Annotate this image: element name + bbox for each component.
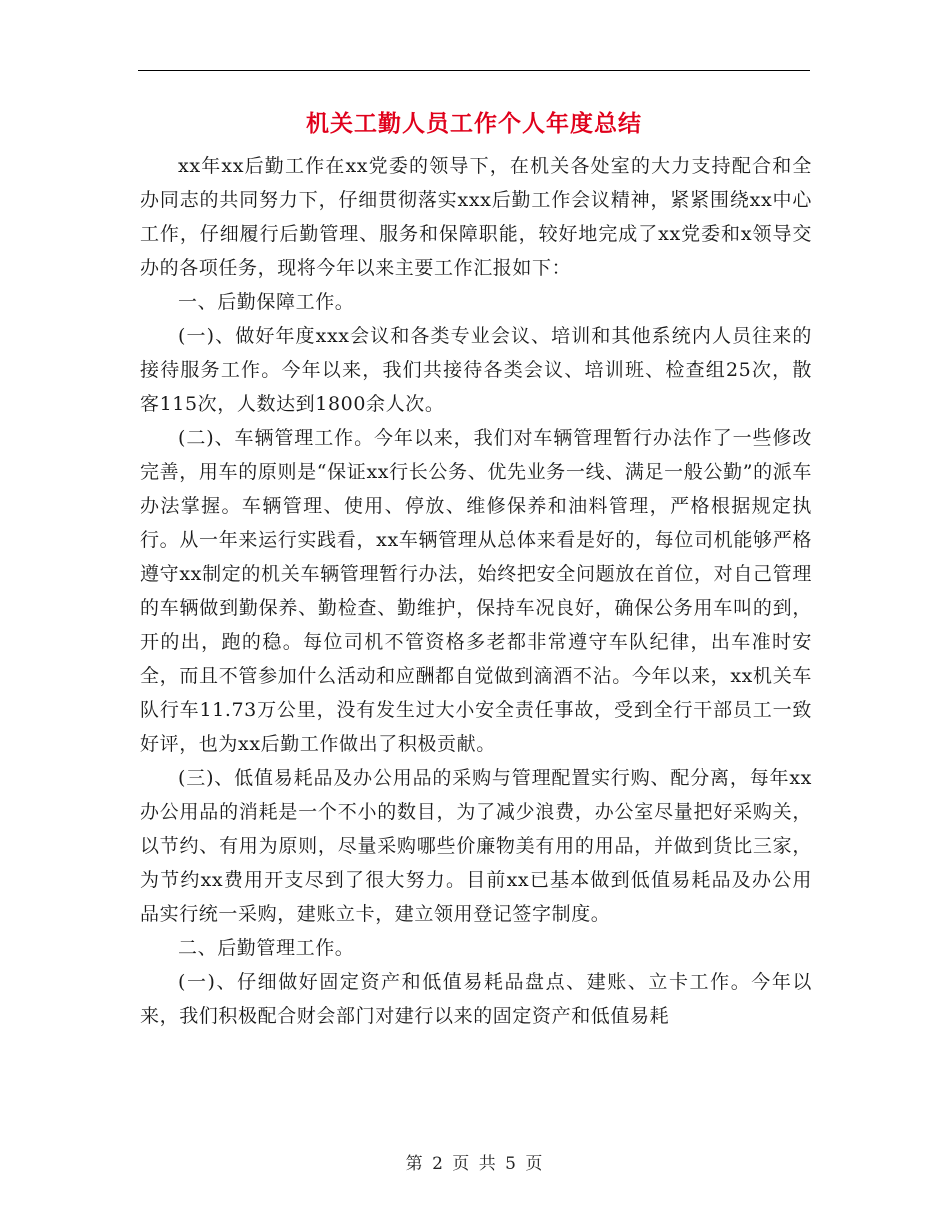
paragraph-1-2: (二)、车辆管理工作。今年以来，我们对车辆管理暂行办法作了一些修改完善，用车的原则是“保证xx行长公务、优先业务一线、满足一般公勤”的派车办法掌握。车辆管理、使用、停放、维修保养和油料管理，严格根据规定执行。从一年来运行实践看，xx车辆管理从总体来看是好的，每位司机能够严格遵守xx制定的机关车辆管理暂行办法，始终把安全问题放在首位，对自己管理的车辆做到勤保养、勤检查、勤维护，保持车况良好，确保公务用车叫的到，开的出，跑的稳。每位司机不管资格多老都非常遵守车队纪律，出车准时安全，而且不管参加什么活动和应酬都自觉做到滴酒不沾。今年以来，xx机关车队行车11.73万公里，没有发生过大小安全责任事故，受到全行干部员工一致好评，也为xx后勤工作做出了积极贡献。 <box>140 427 812 755</box>
paragraph-intro: xx年xx后勤工作在xx党委的领导下，在机关各处室的大力支持配合和全办同志的共同努力下，仔细贯彻落实xxx后勤工作会议精神，紧紧围绕xx中心工作，仔细履行后勤管理、服务和保障职能，较好地完成了xx党委和x领导交办的各项任务，现将今年以来主要工作汇报如下： <box>140 155 812 279</box>
header-rule <box>138 70 810 71</box>
section-heading-1: 一、后勤保障工作。 <box>178 291 355 313</box>
page-number-footer: 第 2 页 共 5 页 <box>405 1154 545 1174</box>
section-heading-2: 二、后勤管理工作。 <box>178 937 355 959</box>
document-title: 机关工勤人员工作个人年度总结 <box>306 110 642 137</box>
document-body <box>140 149 812 1033</box>
paragraph-1-3: (三)、低值易耗品及办公用品的采购与管理配置实行购、配分离，每年xx办公用品的消耗是一个不小的数目，为了减少浪费，办公室尽量把好采购关，以节约、有用为原则，尽量采购哪些价廉物美有用的用品，并做到货比三家，为节约xx费用开支尽到了很大努力。目前xx已基本做到低值易耗品及办公用品实行统一采购，建账立卡，建立领用登记签字制度。 <box>140 767 812 925</box>
paragraph-1-1: (一)、做好年度xxx会议和各类专业会议、培训和其他系统内人员往来的接待服务工作。今年以来，我们共接待各类会议、培训班、检查组25次，散客115次，人数达到1800余人次。 <box>140 325 812 415</box>
paragraph-2-1: (一)、仔细做好固定资产和低值易耗品盘点、建账、立卡工作。今年以来，我们积极配合财会部门对建行以来的固定资产和低值易耗 <box>140 971 812 1027</box>
